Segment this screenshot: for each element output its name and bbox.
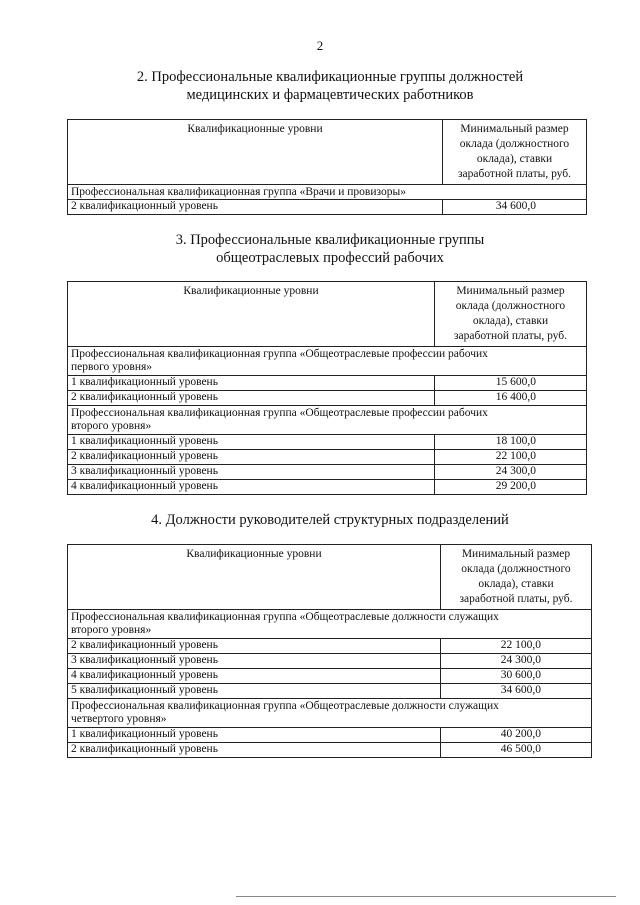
table-section-2 (67, 119, 587, 215)
table-row (68, 376, 587, 391)
value-cell: 16 400,0 (435, 391, 587, 406)
level-cell: 2 квалификационный уровень (68, 391, 435, 406)
level-cell: 1 квалификационный уровень (68, 728, 441, 743)
group-row (68, 610, 592, 639)
section-title-4 (60, 511, 600, 529)
header-salary-line: оклада), ставки (478, 578, 554, 590)
header-levels: Квалификационные уровни (68, 282, 435, 347)
table-row (68, 200, 587, 215)
header-levels: Квалификационные уровни (68, 120, 443, 185)
table-row (68, 669, 592, 684)
table-section-4 (67, 544, 592, 758)
group-line: Профессиональная квалификационная группа «Общеотраслевые должности служащих (71, 700, 499, 712)
header-salary-line: оклада (должностного (461, 563, 571, 575)
table-section-3 (67, 281, 587, 495)
table-row (68, 480, 587, 495)
header-salary-line: Минимальный размер (460, 123, 569, 135)
level-cell: 2 квалификационный уровень (68, 450, 435, 465)
header-salary-line: Минимальный размер (461, 548, 571, 560)
table-row (68, 743, 592, 758)
level-cell: 4 квалификационный уровень (68, 669, 441, 684)
value-cell: 22 100,0 (435, 450, 587, 465)
level-cell: 3 квалификационный уровень (68, 465, 435, 480)
header-salary-line: оклада (должностного (459, 138, 570, 150)
group-line: четвертого уровня» (71, 713, 167, 725)
value-cell: 34 600,0 (441, 684, 592, 699)
group-row (68, 347, 587, 376)
value-cell: 30 600,0 (441, 669, 592, 684)
header-salary-line: оклада), ставки (476, 153, 553, 165)
header-salary (435, 282, 587, 347)
value-cell: 24 300,0 (441, 654, 592, 669)
level-cell: 3 квалификационный уровень (68, 654, 441, 669)
group-line: Профессиональная квалификационная группа «Общеотраслевые профессии рабочих (71, 348, 488, 360)
value-cell: 24 300,0 (435, 465, 587, 480)
header-levels: Квалификационные уровни (68, 545, 441, 610)
value-cell: 34 600,0 (443, 200, 587, 215)
table-row (68, 654, 592, 669)
table-row (68, 684, 592, 699)
group-line: Профессиональная квалификационная группа «Общеотраслевые должности служащих (71, 611, 499, 623)
level-cell: 1 квалификационный уровень (68, 376, 435, 391)
section-title-3 (60, 231, 600, 267)
section-title-2 (60, 68, 600, 104)
header-salary-line: заработной платы, руб. (457, 168, 572, 180)
value-cell: 29 200,0 (435, 480, 587, 495)
level-cell: 5 квалификационный уровень (68, 684, 441, 699)
group-line: первого уровня» (71, 361, 153, 373)
level-cell: 1 квалификационный уровень (68, 435, 435, 450)
header-salary-line: заработной платы, руб. (453, 330, 568, 342)
table-row (68, 435, 587, 450)
group-line: Профессиональная квалификационная группа «Общеотраслевые профессии рабочих (71, 407, 488, 419)
value-cell: 22 100,0 (441, 639, 592, 654)
section-title-line: 3. Профессиональные квалификационные группы (175, 232, 485, 248)
table-row (68, 639, 592, 654)
header-salary (443, 120, 587, 185)
group-row (68, 699, 592, 728)
level-cell: 4 квалификационный уровень (68, 480, 435, 495)
header-salary-line: оклада (должностного (455, 300, 566, 312)
value-cell: 15 600,0 (435, 376, 587, 391)
value-cell: 18 100,0 (435, 435, 587, 450)
section-title-line: медицинских и фармацевтических работников (186, 87, 474, 103)
group-line: второго уровня» (71, 624, 152, 636)
level-cell: 2 квалификационный уровень (68, 200, 443, 215)
section-title-line: 4. Должности руководителей структурных подразделений (151, 512, 509, 528)
group-line: второго уровня» (71, 420, 152, 432)
group-row: Профессиональная квалификационная группа «Врачи и провизоры» (68, 185, 587, 200)
level-cell: 2 квалификационный уровень (68, 743, 441, 758)
value-cell: 40 200,0 (441, 728, 592, 743)
header-salary-line: заработной платы, руб. (459, 593, 573, 605)
level-cell: 2 квалификационный уровень (68, 639, 441, 654)
header-salary-line: Минимальный размер (456, 285, 565, 297)
table-row (68, 465, 587, 480)
scan-edge-line (236, 896, 616, 897)
section-title-line: общеотраслевых профессий рабочих (216, 250, 444, 266)
section-title-line: 2. Профессиональные квалификационные группы должностей (136, 69, 524, 85)
table-row (68, 728, 592, 743)
page-number: 2 (316, 38, 324, 53)
table-row (68, 450, 587, 465)
group-row (68, 406, 587, 435)
table-row (68, 391, 587, 406)
header-salary (441, 545, 592, 610)
header-salary-line: оклада), ставки (472, 315, 549, 327)
value-cell: 46 500,0 (441, 743, 592, 758)
